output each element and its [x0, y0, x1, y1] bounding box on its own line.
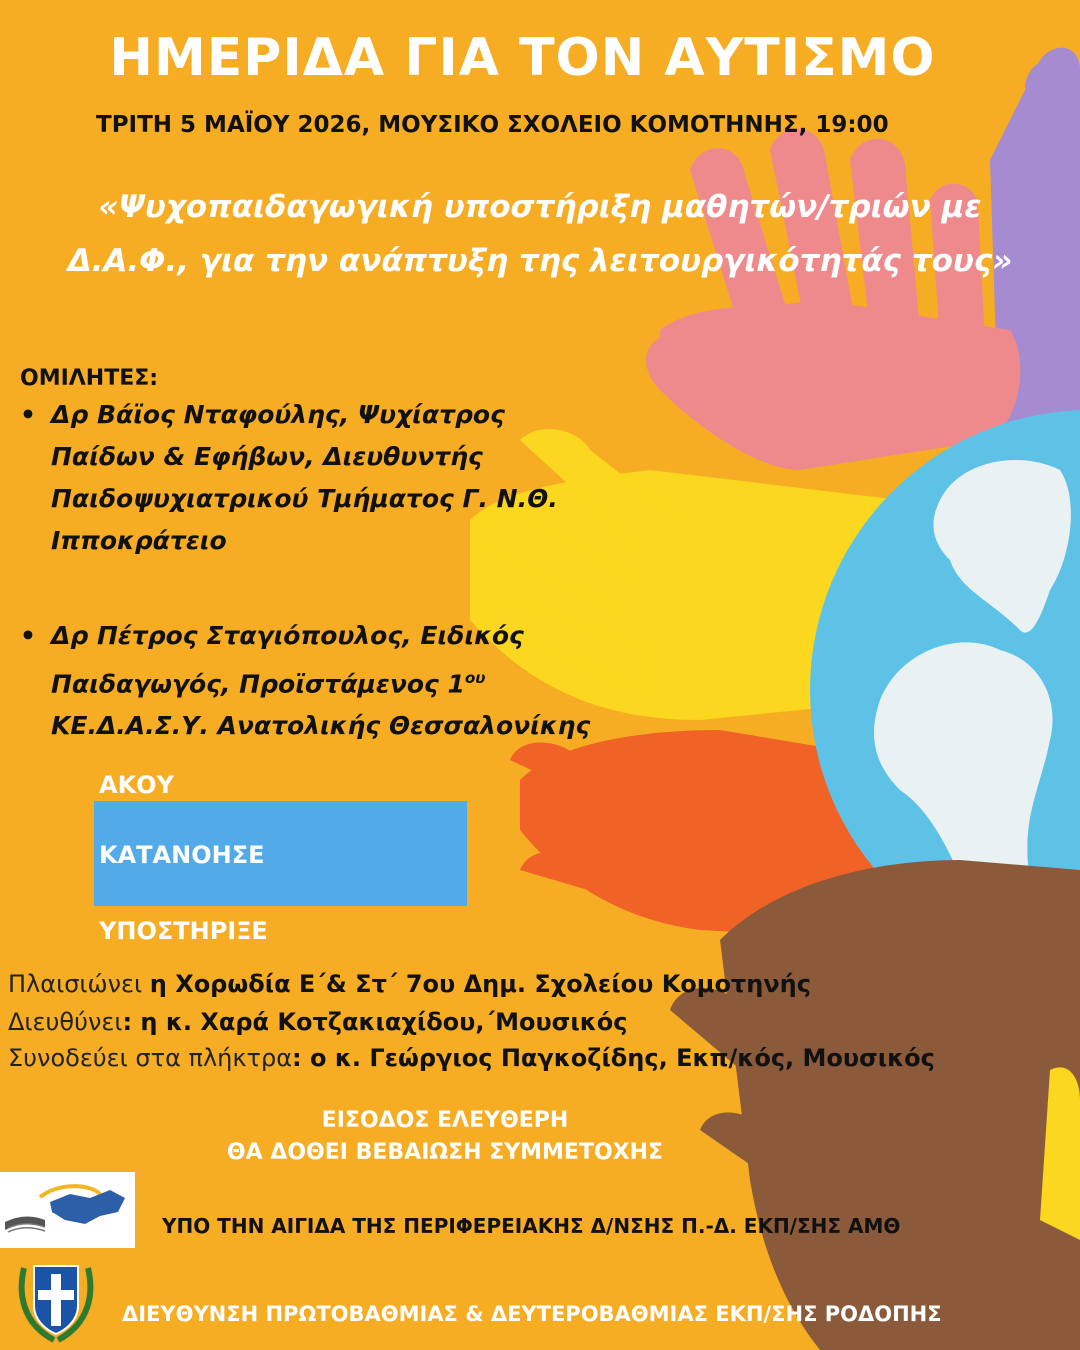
- ordinal-superscript: ου: [464, 669, 486, 687]
- speaker-role: Παίδων & Εφήβων, Διευθυντής: [51, 442, 483, 471]
- keyboard-name: : ο κ. Γεώργιος Παγκοζίδης, Εκπ/κός, Μουσικός: [292, 1044, 935, 1072]
- emblem-graphic: [16, 1258, 96, 1344]
- page-title: ΗΜΕΡΙΔΑ ΓΙΑ ΤΟΝ ΑΥΤΙΣΜΟ: [109, 28, 936, 88]
- word-understand: ΚΑΤΑΝΟΗΣΕ: [99, 841, 265, 869]
- speakers-label: ΟΜΙΛΗΤΕΣ:: [20, 366, 159, 391]
- word-support: ΥΠΟΣΤΗΡΙΞΕ: [99, 917, 268, 945]
- speaker-role: Ειδικός: [411, 621, 524, 650]
- choir-name: η Χορωδία Ε΄& Στ΄ 7ου Δημ. Σχολείου Κομοτηνής: [149, 970, 811, 998]
- speaker-name: Δρ Βάϊος Νταφούλης,: [51, 400, 350, 429]
- free-entry: ΕΙΣΟΔΟΣ ΕΛΕΥΘΕΡΗ: [321, 1108, 569, 1133]
- speaker-role: ΚΕ.Δ.Α.Σ.Υ. Ανατολικής Θεσσαλονίκης: [51, 711, 591, 741]
- speaker-role: Ιπποκράτειο: [51, 526, 227, 555]
- conductor-line: [8, 1008, 627, 1036]
- event-date-venue: ΤΡΙΤΗ 5 ΜΑΪΟΥ 2026, ΜΟΥΣΙΚΟ ΣΧΟΛΕΙΟ ΚΟΜΟΤΗΝΗΣ, 19:00: [96, 112, 889, 138]
- quote-line-2: Δ.Α.Φ., για την ανάπτυξη της λειτουργικότητάς τους»: [67, 243, 1013, 279]
- speaker-role: Παιδοψυχιατρικού Τμήματος Γ. Ν.Θ.: [51, 484, 558, 513]
- aegis-text: ΥΠΟ ΤΗΝ ΑΙΓΙΔΑ ΤΗΣ ΠΕΡΙΦΕΡΕΙΑΚΗΣ Δ/ΝΣΗΣ Π.-Δ. ΕΚΠ/ΣΗΣ ΑΜΘ: [162, 1214, 901, 1238]
- speaker-name: Δρ Πέτρος Σταγιόπουλος,: [51, 621, 412, 650]
- quote-line-1: «Ψυχοπαιδαγωγική υποστήριξη μαθητών/τριών με: [98, 189, 982, 225]
- keyboard-label: Συνοδεύει στα πλήκτρα: [8, 1044, 293, 1072]
- choir-label: Πλαισιώνει: [8, 970, 150, 998]
- bullet: •: [20, 621, 36, 650]
- speaker-lines: [51, 394, 558, 562]
- conductor-label: Διευθύνει: [8, 1008, 123, 1036]
- regional-directorate-logo: [0, 1172, 135, 1248]
- speaker-role: Ψυχίατρος: [349, 400, 505, 429]
- event-theme-quote: [30, 180, 1050, 288]
- directorate-text: ΔΙΕΥΘΥΝΣΗ ΠΡΩΤΟΒΑΘΜΙΑΣ & ΔΕΥΤΕΡΟΒΑΘΜΙΑΣ ΕΚΠ/ΣΗΣ ΡΟΔΟΠΗΣ: [122, 1302, 942, 1326]
- speaker-lines: [51, 615, 590, 747]
- word-listen: ΑΚΟΥ: [99, 771, 174, 799]
- conductor-name: : η κ. Χαρά Κοτζακιαχίδου,΄Μουσικός: [122, 1008, 628, 1036]
- keyboard-line: [8, 1044, 935, 1072]
- speaker-role: Παιδαγωγός, Προϊστάμενος 1: [51, 669, 465, 699]
- choir-line: [8, 970, 811, 998]
- greek-coat-of-arms-icon: [16, 1258, 96, 1344]
- bullet: •: [20, 400, 36, 429]
- certificate-note: ΘΑ ΔΟΘΕΙ ΒΕΒΑΙΩΣΗ ΣΥΜΜΕΤΟΧΗΣ: [226, 1140, 664, 1165]
- regional-logo-graphic: [0, 1172, 135, 1248]
